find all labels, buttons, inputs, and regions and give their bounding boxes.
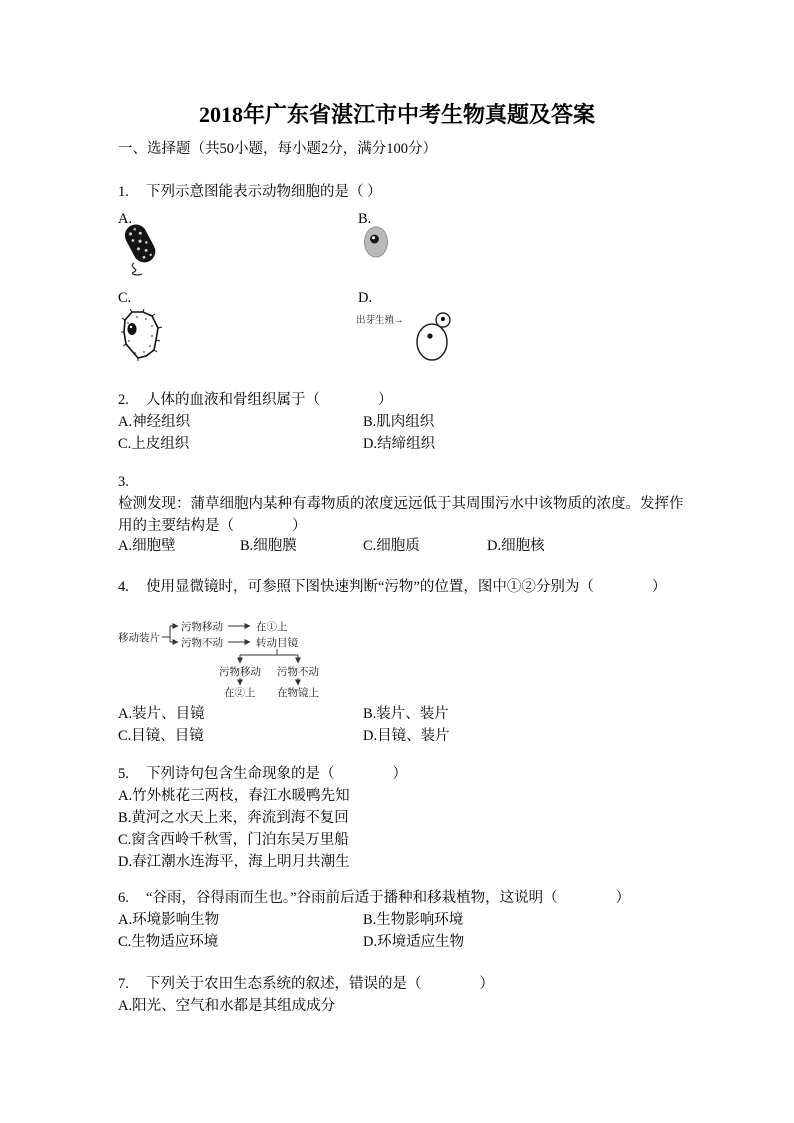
q2-option-b-text: 肌肉组织 [376, 414, 435, 430]
budding-annotation: 出芽生殖→ [356, 316, 404, 326]
question-1-text: 下列示意图能表示动物细胞的是（ ） [146, 184, 382, 200]
question-6-number: 6. [118, 890, 129, 906]
question-4-number: 4. [118, 579, 129, 595]
question-5-text: 下列诗句包含生命现象的是（ ） [146, 766, 407, 782]
question-7-number: 7. [118, 976, 129, 992]
q4-option-d-label: D. [363, 728, 378, 744]
q3-option-d-label: D. [487, 538, 502, 554]
q3-option-c-label: C. [363, 538, 377, 554]
q5-option-b [118, 807, 349, 829]
q4-option-d [363, 725, 450, 747]
diagram-branch2a-result: 在②上 [224, 688, 256, 697]
question-4 [118, 576, 666, 598]
question-6-text: “谷雨，谷得雨而生也。”谷雨前后适于播种和移栽植物，这说明（ ） [146, 890, 631, 906]
q4-option-b-label: B. [363, 706, 377, 722]
q6-option-d-text: 环境适应生物 [377, 934, 465, 950]
q6-option-a-text: 环境影响生物 [132, 912, 220, 928]
q7-option-a [118, 995, 335, 1017]
question-5-number: 5. [118, 766, 129, 782]
question-5 [118, 763, 407, 785]
q2-option-d [363, 433, 435, 455]
question-7 [118, 973, 494, 995]
q6-option-d [363, 931, 464, 953]
q7-option-a-label: A. [118, 998, 133, 1014]
diagram-branch2-action: 转动目镜 [256, 638, 298, 649]
diagram-branch2b-condition: 污物不动 [277, 667, 319, 678]
q5-option-d [118, 851, 350, 873]
q5-option-c-text: 窗含西岭千秋雪，门泊东吴万里船 [131, 832, 349, 848]
q1-figure-a-label: A. [118, 211, 133, 227]
q4-option-a [118, 703, 205, 725]
q3-option-c [363, 535, 420, 557]
animal-cell-icon [363, 224, 389, 262]
q6-option-b-label: B. [363, 912, 377, 928]
q4-option-b-text: 装片、装片 [376, 706, 449, 722]
q3-option-b [240, 535, 297, 557]
question-2-number: 2. [118, 392, 129, 408]
budding-yeast-icon [356, 310, 460, 362]
q2-option-a [118, 411, 190, 433]
q3-option-a [118, 535, 176, 557]
q1-figure-b-label: B. [358, 211, 372, 227]
q2-option-d-text: 结缔组织 [377, 436, 436, 452]
question-3-line-1: 检测发现：蒲草细胞内某种有毒物质的浓度远远低于其周围污水中该物质的浓度。发挥作 [118, 496, 684, 512]
q6-option-c [118, 931, 218, 953]
q2-option-b-label: B. [363, 414, 377, 430]
question-1-number: 1. [118, 184, 129, 200]
q1-figure-c-label: C. [118, 290, 132, 306]
q4-option-c-text: 目镜、目镜 [131, 728, 204, 744]
diagram-branch1-condition: 污物移动 [181, 622, 223, 633]
q5-option-c-label: C. [118, 832, 132, 848]
q6-option-a-label: A. [118, 912, 133, 928]
q5-option-b-text: 黄河之水天上来，奔流到海不复回 [131, 810, 349, 826]
q4-option-b [363, 703, 449, 725]
microscope-dirt-flow-diagram [118, 619, 350, 697]
q2-option-c [118, 433, 189, 455]
q7-option-a-text: 阳光、空气和水都是其组成成分 [132, 998, 336, 1014]
diagram-root: 移动装片 [118, 633, 160, 644]
diagram-branch2b-result: 在物镜上 [277, 688, 319, 697]
plant-cell-figure [118, 308, 164, 367]
q2-option-a-text: 神经组织 [132, 414, 191, 430]
q6-option-b-text: 生物影响环境 [376, 912, 464, 928]
q6-option-a [118, 909, 219, 931]
question-6 [118, 887, 630, 909]
q5-option-c [118, 829, 349, 851]
plant-cell-with-wall-icon [118, 308, 164, 362]
q5-option-b-label: B. [118, 810, 132, 826]
bacterium-figure [124, 221, 158, 282]
q4-option-a-label: A. [118, 706, 133, 722]
q6-option-b [363, 909, 463, 931]
animal-cell-figure [363, 224, 389, 267]
q3-option-b-label: B. [240, 538, 254, 554]
q5-option-d-text: 春江潮水连海平，海上明月共潮生 [132, 854, 350, 870]
flow-diagram-svg [118, 619, 350, 697]
q5-option-a-text: 竹外桃花三两枝，春江水暖鸭先知 [132, 788, 350, 804]
q2-option-d-label: D. [363, 436, 378, 452]
budding-yeast-figure [356, 310, 460, 367]
question-7-text: 下列关于农田生态系统的叙述，错误的是（ ） [146, 976, 494, 992]
q3-option-a-text: 细胞壁 [132, 538, 176, 554]
question-1 [118, 181, 382, 203]
question-2 [118, 389, 393, 411]
q1-figure-d-label: D. [358, 290, 373, 306]
q3-option-d-text: 细胞核 [501, 538, 545, 554]
diagram-branch1-result: 在①上 [256, 622, 288, 633]
q4-option-d-text: 目镜、装片 [377, 728, 450, 744]
q5-option-d-label: D. [118, 854, 133, 870]
q3-option-b-text: 细胞膜 [253, 538, 297, 554]
q3-option-d [487, 535, 545, 557]
question-3-number: 3. [118, 474, 129, 490]
page-title: 2018年广东省湛江市中考生物真题及答案 [198, 102, 595, 127]
question-2-text: 人体的血液和骨组织属于（ ） [146, 392, 393, 408]
q2-option-a-label: A. [118, 414, 133, 430]
q4-option-c [118, 725, 204, 747]
section-header: 一、选择题（共50小题，每小题2分，满分100分） [118, 141, 437, 157]
diagram-branch2a-condition: 污物移动 [219, 667, 261, 678]
q5-option-a-label: A. [118, 788, 133, 804]
q3-option-a-label: A. [118, 538, 133, 554]
q2-option-b [363, 411, 434, 433]
bacterium-with-flagellum-icon [124, 221, 158, 277]
diagram-branch2-condition: 污物不动 [181, 638, 223, 649]
q2-option-c-label: C. [118, 436, 132, 452]
question-3-line-2: 用的主要结构是（ ） [118, 518, 307, 534]
q6-option-c-label: C. [118, 934, 132, 950]
q4-option-c-label: C. [118, 728, 132, 744]
q6-option-d-label: D. [363, 934, 378, 950]
question-4-text: 使用显微镜时，可参照下图快速判断“污物”的位置，图中①②分别为（ ） [146, 579, 667, 595]
q4-option-a-text: 装片、目镜 [132, 706, 205, 722]
q5-option-a [118, 785, 350, 807]
q2-option-c-text: 上皮组织 [131, 436, 190, 452]
q6-option-c-text: 生物适应环境 [131, 934, 219, 950]
q3-option-c-text: 细胞质 [376, 538, 420, 554]
